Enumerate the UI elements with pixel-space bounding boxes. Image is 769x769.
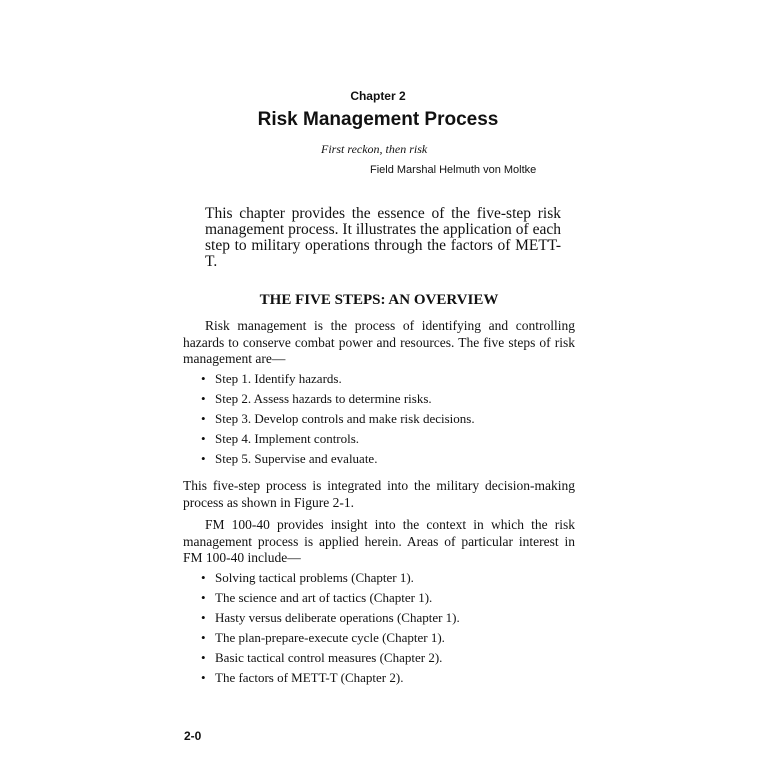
epigraph-attribution: Field Marshal Helmuth von Moltke bbox=[370, 164, 537, 176]
list-item bbox=[201, 568, 460, 588]
chapter-label: Chapter 2 bbox=[350, 89, 406, 103]
bullet-icon: • bbox=[201, 590, 206, 605]
epigraph-quote: First reckon, then risk bbox=[321, 142, 428, 156]
list-item bbox=[201, 409, 475, 429]
list-item bbox=[201, 588, 460, 608]
bullet-icon: • bbox=[201, 371, 206, 386]
bullet-icon: • bbox=[201, 411, 206, 426]
list-item-text: Step 3. Develop controls and make risk decisions. bbox=[215, 411, 475, 426]
list-item-text: Step 5. Supervise and evaluate. bbox=[215, 451, 378, 466]
paragraph-risk-management: Risk management is the process of identifying and controlling hazards to conserve combat power and resources. The five steps of risk management are— bbox=[183, 318, 575, 366]
bullet-icon: • bbox=[201, 650, 206, 665]
list-item-text: The science and art of tactics (Chapter 1). bbox=[215, 590, 433, 605]
list-item-text: The plan-prepare-execute cycle (Chapter 1). bbox=[215, 630, 445, 645]
list-item bbox=[201, 369, 475, 389]
bullet-icon: • bbox=[201, 610, 206, 625]
list-item bbox=[201, 608, 460, 628]
list-item bbox=[201, 429, 475, 449]
list-item-text: Solving tactical problems (Chapter 1). bbox=[215, 570, 414, 585]
list-item-text: The factors of METT-T (Chapter 2). bbox=[215, 670, 404, 685]
list-item-text: Step 4. Implement controls. bbox=[215, 431, 360, 446]
bullet-icon: • bbox=[201, 431, 206, 446]
list-item bbox=[201, 389, 475, 409]
list-item-text: Step 1. Identify hazards. bbox=[215, 371, 342, 386]
paragraph-integration: This five-step process is integrated into the military decision-making process as shown in Figure 2-1. bbox=[183, 478, 575, 510]
bullet-icon: • bbox=[201, 630, 206, 645]
list-item bbox=[201, 449, 475, 469]
list-item-text: Basic tactical control measures (Chapter 2). bbox=[215, 650, 443, 665]
list-item bbox=[201, 648, 460, 668]
bullet-icon: • bbox=[201, 570, 206, 585]
paragraph-fm-100-40: FM 100-40 provides insight into the context in which the risk management process is applied herein. Areas of particular interest in FM 100-40 include— bbox=[183, 517, 575, 565]
bullet-icon: • bbox=[201, 451, 206, 466]
list-item-text: Hasty versus deliberate operations (Chapter 1). bbox=[215, 610, 460, 625]
interests-list bbox=[201, 568, 460, 688]
bullet-icon: • bbox=[201, 670, 206, 685]
list-item-text: Step 2. Assess hazards to determine risks. bbox=[215, 391, 432, 406]
list-item bbox=[201, 668, 460, 688]
list-item bbox=[201, 628, 460, 648]
bullet-icon: • bbox=[201, 391, 206, 406]
chapter-intro: This chapter provides the essence of the five-step risk management process. It illustrates the application of each step to military operations through the factors of METT-T. bbox=[205, 205, 561, 270]
section-heading: THE FIVE STEPS: AN OVERVIEW bbox=[259, 292, 499, 308]
page-number: 2-0 bbox=[184, 729, 202, 743]
steps-list bbox=[201, 369, 475, 469]
chapter-title: Risk Management Process bbox=[257, 109, 499, 130]
